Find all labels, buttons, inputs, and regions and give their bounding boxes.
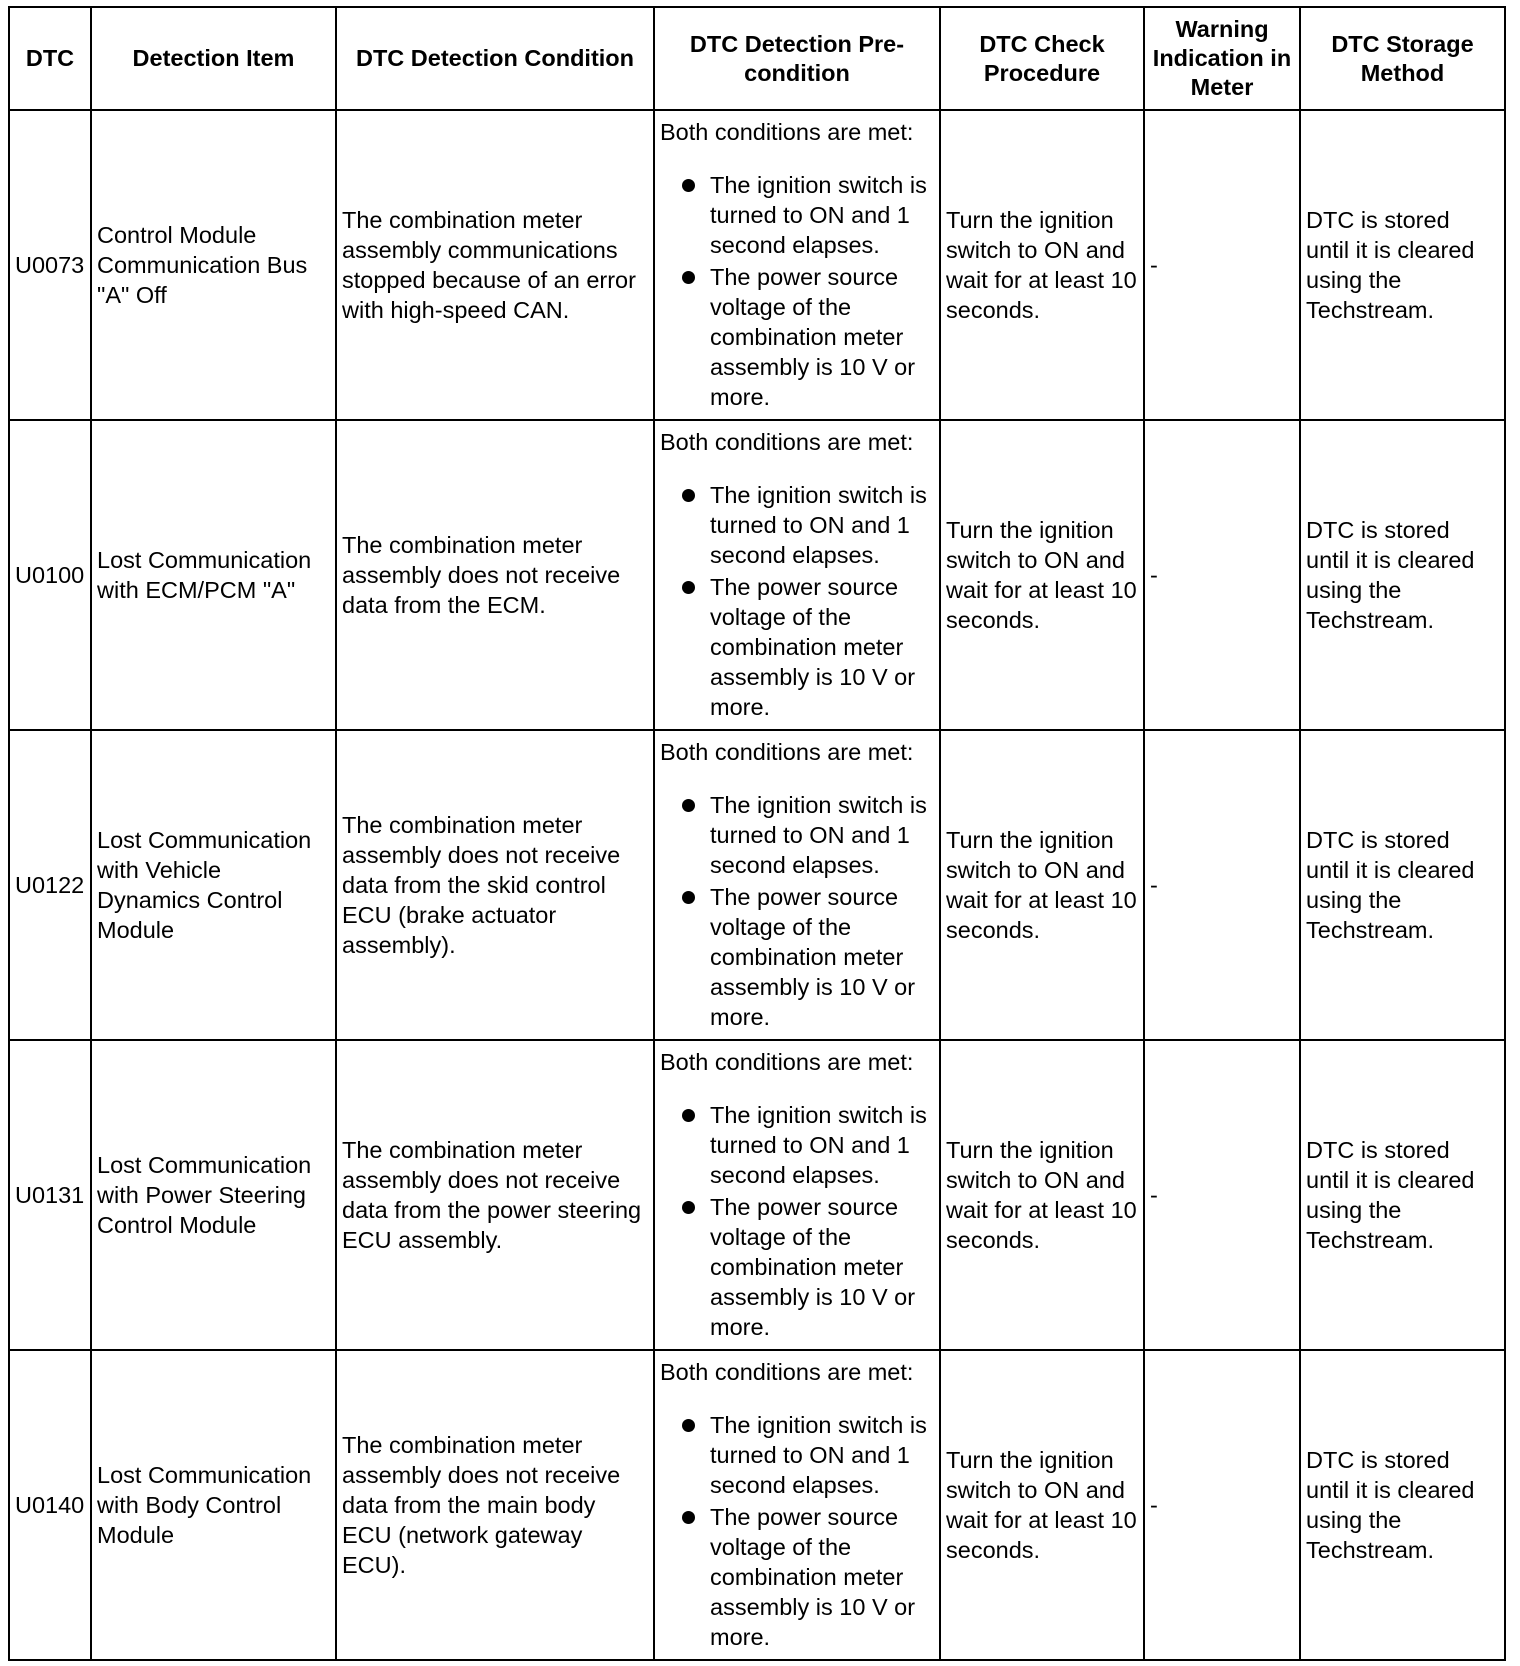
check-procedure: Turn the ignition switch to ON and wait for at least 10 seconds. [940,1040,1144,1350]
header-dtc: DTC [9,7,91,110]
check-procedure: Turn the ignition switch to ON and wait for at least 10 seconds. [940,1350,1144,1660]
warning-indication: - [1144,420,1300,730]
storage-method: DTC is stored until it is cleared using the Techstream. [1300,1040,1505,1350]
table-row [9,730,1505,1040]
condition-item: The ignition switch is turned to ON and 1 second elapses. [660,1100,934,1190]
condition-item: The power source voltage of the combination meter assembly is 10 V or more. [660,572,934,722]
table-row [9,1040,1505,1350]
header-check-procedure: DTC Check Procedure [940,7,1144,110]
condition-item: The ignition switch is turned to ON and 1 second elapses. [660,1410,934,1500]
storage-method: DTC is stored until it is cleared using the Techstream. [1300,420,1505,730]
pre-condition-intro: Both conditions are met: [660,738,914,765]
detection-condition: The combination meter assembly does not receive data from the ECM. [336,420,654,730]
check-procedure: Turn the ignition switch to ON and wait for at least 10 seconds. [940,110,1144,420]
condition-list [660,1100,934,1342]
detection-item: Lost Communication with ECM/PCM "A" [91,420,336,730]
condition-list [660,480,934,722]
detection-item: Lost Communication with Power Steering Control Module [91,1040,336,1350]
pre-condition [654,420,940,730]
condition-item: The power source voltage of the combination meter assembly is 10 V or more. [660,1192,934,1342]
header-row [9,7,1505,110]
detection-item: Control Module Communication Bus "A" Off [91,110,336,420]
storage-method: DTC is stored until it is cleared using the Techstream. [1300,110,1505,420]
dtc-code: U0122 [9,730,91,1040]
header-pre-condition: DTC Detection Pre-condition [654,7,940,110]
table-row [9,1350,1505,1660]
table-row [9,420,1505,730]
detection-condition: The combination meter assembly does not receive data from the main body ECU (network gateway ECU). [336,1350,654,1660]
warning-indication: - [1144,1350,1300,1660]
detection-item: Lost Communication with Vehicle Dynamics Control Module [91,730,336,1040]
header-detection-item: Detection Item [91,7,336,110]
condition-item: The power source voltage of the combination meter assembly is 10 V or more. [660,882,934,1032]
check-procedure: Turn the ignition switch to ON and wait for at least 10 seconds. [940,730,1144,1040]
dtc-code: U0131 [9,1040,91,1350]
condition-list [660,1410,934,1652]
detection-condition: The combination meter assembly communications stopped because of an error with high-speed CAN. [336,110,654,420]
pre-condition [654,1350,940,1660]
condition-item: The ignition switch is turned to ON and 1 second elapses. [660,480,934,570]
header-warning-indication: Warning Indication in Meter [1144,7,1300,110]
check-procedure: Turn the ignition switch to ON and wait for at least 10 seconds. [940,420,1144,730]
warning-indication: - [1144,1040,1300,1350]
pre-condition-intro: Both conditions are met: [660,118,914,145]
table-row [9,110,1505,420]
dtc-code: U0100 [9,420,91,730]
detection-condition: The combination meter assembly does not receive data from the skid control ECU (brake actuator assembly). [336,730,654,1040]
storage-method: DTC is stored until it is cleared using the Techstream. [1300,730,1505,1040]
pre-condition [654,1040,940,1350]
condition-list [660,790,934,1032]
condition-list [660,170,934,412]
header-storage-method: DTC Storage Method [1300,7,1505,110]
detection-condition: The combination meter assembly does not receive data from the power steering ECU assembly. [336,1040,654,1350]
dtc-table [8,6,1506,1661]
table-header [9,7,1505,110]
pre-condition-intro: Both conditions are met: [660,1358,914,1385]
detection-item: Lost Communication with Body Control Module [91,1350,336,1660]
warning-indication: - [1144,110,1300,420]
pre-condition [654,110,940,420]
table-body [9,110,1505,1660]
dtc-code: U0140 [9,1350,91,1660]
storage-method: DTC is stored until it is cleared using the Techstream. [1300,1350,1505,1660]
condition-item: The ignition switch is turned to ON and 1 second elapses. [660,790,934,880]
header-detection-condition: DTC Detection Condition [336,7,654,110]
condition-item: The power source voltage of the combination meter assembly is 10 V or more. [660,262,934,412]
pre-condition-intro: Both conditions are met: [660,428,914,455]
warning-indication: - [1144,730,1300,1040]
pre-condition-intro: Both conditions are met: [660,1048,914,1075]
dtc-code: U0073 [9,110,91,420]
condition-item: The ignition switch is turned to ON and 1 second elapses. [660,170,934,260]
pre-condition [654,730,940,1040]
condition-item: The power source voltage of the combination meter assembly is 10 V or more. [660,1502,934,1652]
